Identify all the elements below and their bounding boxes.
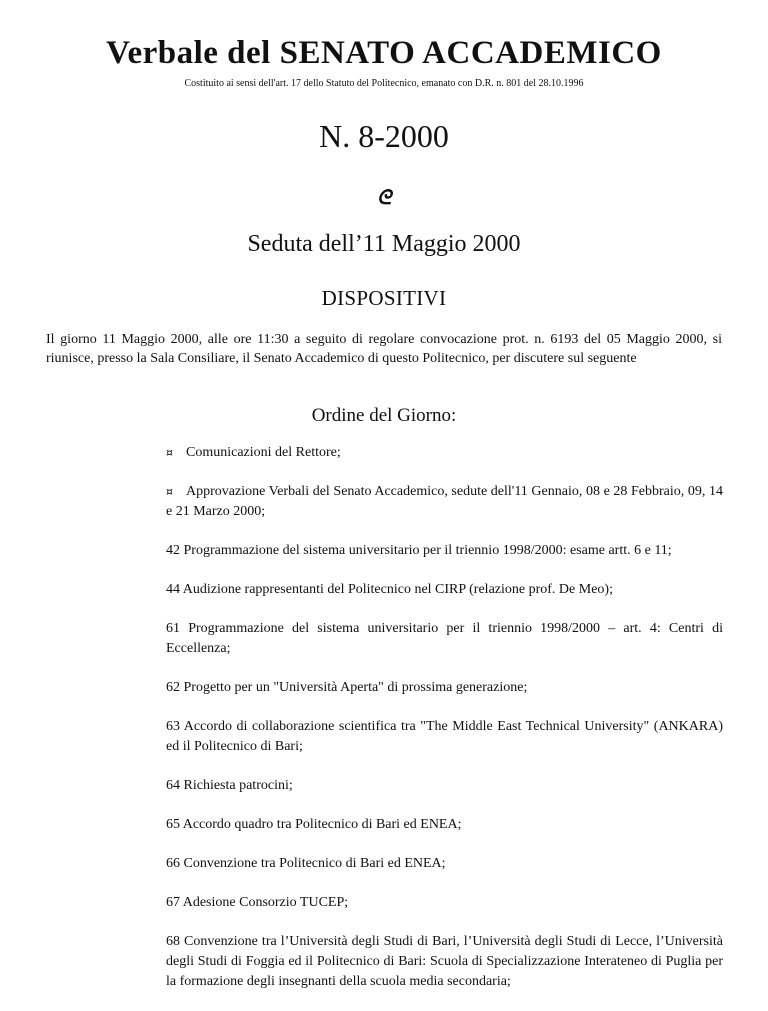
agenda-item-text: Convenzione tra l’Università degli Studi di Bari, l’Università degli Studi di Lecce, l’Università degli Studi di Foggia ed il Politecnico di Bari: Scuola di Specializzazione Interateneo di Puglia per la formazione degli insegnanti della scuola media secondaria; — [166, 934, 723, 989]
agenda-item-text: Adesione Consorzio TUCEP; — [182, 895, 349, 910]
session-date: Seduta dell’11 Maggio 2000 — [247, 231, 521, 257]
agenda-item-number: 63 — [166, 719, 180, 734]
agenda-heading: Ordine del Giorno: — [311, 405, 457, 426]
agenda-item — [166, 932, 723, 992]
bullet-icon: ¤ — [166, 485, 173, 498]
intro-paragraph: Il giorno 11 Maggio 2000, alle ore 11:30 a seguito di regolare convocazione prot. n. 6193 del 05 Maggio 2000, si riunisce, presso la Sala Consiliare, il Senato Accademico di questo Politecnico, per discutere sul seguente — [46, 332, 722, 366]
agenda-item — [166, 815, 723, 835]
agenda-list — [166, 443, 723, 1011]
agenda-item-text: Accordo di collaborazione scientifica tra "The Middle East Technical University" (ANKARA) ed il Politecnico di Bari; — [166, 719, 724, 754]
agenda-item — [166, 541, 723, 561]
agenda-item-number: 61 — [166, 621, 180, 636]
agenda-item-text: Programmazione del sistema universitario per il triennio 1998/2000 – art. 4: Centri di Eccellenza; — [166, 621, 723, 656]
agenda-item-number: 65 — [166, 817, 180, 832]
verbale-number: N. 8-2000 — [319, 118, 449, 154]
agenda-item-text: Accordo quadro tra Politecnico di Bari ed ENEA; — [182, 817, 462, 832]
agenda-item-number: 44 — [166, 582, 180, 597]
agenda-item-text: Audizione rappresentanti del Politecnico nel CIRP (relazione prof. De Meo); — [182, 582, 613, 597]
agenda-item-text: Progetto per un "Università Aperta" di prossima generazione; — [183, 680, 528, 695]
agenda-item — [166, 580, 723, 600]
document-title: Verbale del SENATO ACCADEMICO — [106, 35, 662, 71]
agenda-item-number: 62 — [166, 680, 180, 695]
agenda-item — [166, 619, 723, 659]
section-heading: DISPOSITIVI — [321, 286, 447, 310]
agenda-item-text: Richiesta patrocini; — [183, 778, 293, 793]
agenda-item — [166, 717, 723, 757]
agenda-item-text: Programmazione del sistema universitario per il triennio 1998/2000: esame artt. 6 e 11; — [183, 543, 672, 558]
agenda-item — [166, 443, 723, 463]
agenda-item-text: Comunicazioni del Rettore; — [186, 445, 341, 460]
agenda-item-number: 64 — [166, 778, 180, 793]
agenda-item-number: 66 — [166, 856, 180, 871]
agenda-item — [166, 854, 723, 874]
agenda-item — [166, 893, 723, 913]
agenda-item-text: Approvazione Verbali del Senato Accademico, sedute dell'11 Gennaio, 08 e 28 Febbraio, 09, 14 e 21 Marzo 2000; — [166, 484, 723, 519]
agenda-item — [166, 482, 723, 522]
agenda-item-number: 68 — [166, 934, 180, 949]
ornament-icon: ᘓ — [376, 187, 392, 209]
bullet-icon: ¤ — [166, 446, 173, 459]
agenda-item-number: 42 — [166, 543, 180, 558]
document-subtitle: Costituito ai sensi dell'art. 17 dello Statuto del Politecnico, emanato con D.R. n. 801 del 28.10.1996 — [184, 78, 584, 89]
agenda-item-text: Convenzione tra Politecnico di Bari ed ENEA; — [183, 856, 446, 871]
agenda-item — [166, 776, 723, 796]
agenda-item-number: 67 — [166, 895, 180, 910]
agenda-item — [166, 678, 723, 698]
